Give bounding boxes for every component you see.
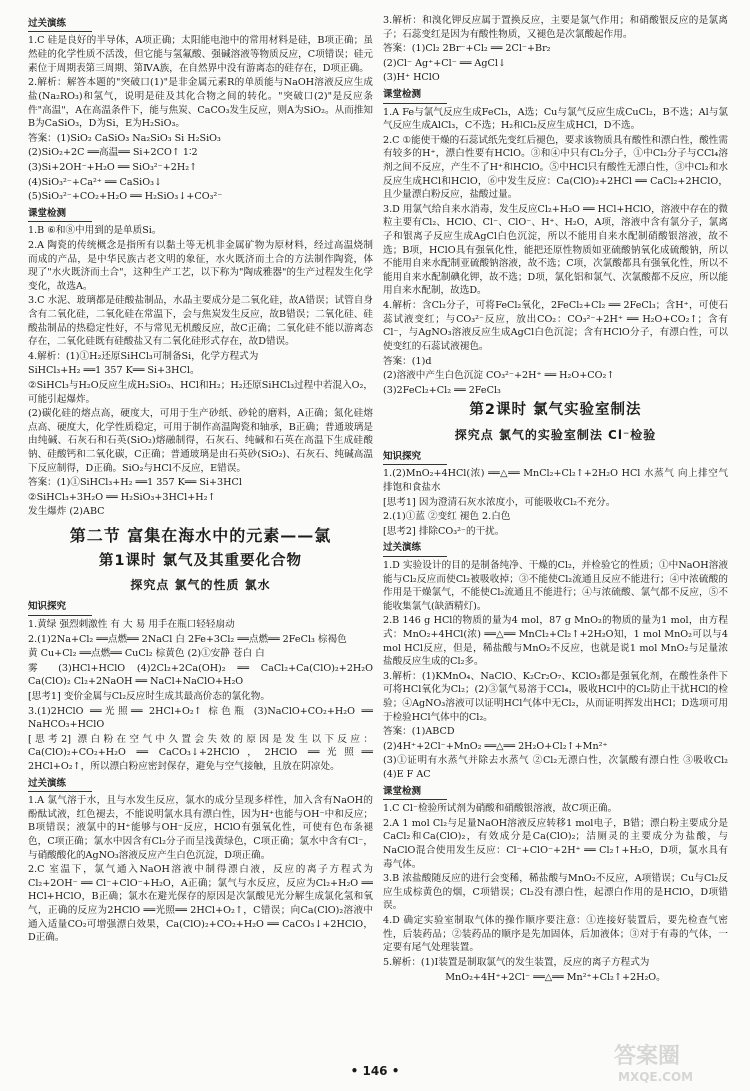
- think-note: [思考1] 因为澄清石灰水浓度小，可能吸收Cl₂不充分。: [383, 496, 616, 508]
- equation-line: MnO₂+4H⁺+2Cl⁻ ══△══ Mn²⁺+Cl₂↑+2H₂O。: [445, 971, 666, 983]
- explore-point-title-2: 探究点 氯气的实验室制法 Cl⁻检验: [454, 427, 657, 442]
- answer-item: (3)①证明有水蒸气并除去水蒸气 ②Cl₂无漂白性，次氯酸有漂白性 ③吸收Cl₂ (4)E F AC: [383, 755, 728, 781]
- answer-item: 1.A Fe与氯气反应生成FeCl₃，A选；Cu与氯气反应生成CuCl₂，B不选；Al与氯气反应生成AlCl₃，C不选；H₂和Cl₂反应生成HCl，D不选。: [383, 106, 728, 132]
- section-tag-ketang: 课堂检测: [28, 207, 92, 222]
- answer-item: 3.D 用氯气给自来水消毒，发生反应Cl₂+H₂O ══ HCl+HClO，溶液中存在的微粒主要有Cl₂、HClO、Cl⁻、ClO⁻、H⁺、H₂O，A项，溶液中含有氯分子，氯离子和银离子反应生成AgCl白色沉淀，所以不能用自来水配制硝酸银溶液，故不选；B项，HClO具有强氧化性，能把还原性物质如亚硫酸钠氧化成硫酸钠，所以不能用自来水配制亚硫酸钠溶液，故不选；C项，次氯酸都具有强氧化性，所以不能用自来水配制碘化钾，故不选；D项，氯化铝和氯气、次氯酸都不反应，所以能用自来水配制，故选D。: [383, 203, 728, 297]
- answer-item: 黄 Cu+Cl₂ ══点燃══ CuCl₂ 棕黄色 (2)①安静 苍白 白: [28, 648, 265, 660]
- answer-item: 1.B ⑥和⑧中用到的是单质Si。: [28, 225, 162, 237]
- section-tag-guoguan-2: 过关演练: [28, 777, 92, 792]
- think-note: [思考1] 变价金属与Cl₂反应时生成其最高价态的氯化物。: [28, 690, 270, 702]
- answer-item: 5.解析：(1)Ⅰ装置是制取氯气的发生装置，反应的离子方程式为: [383, 956, 650, 968]
- equation-line: ②SiHCl₃+3H₂O ══ H₂SiO₃+3HCl+H₂↑: [28, 491, 216, 503]
- watermark-logo: [610, 1039, 742, 1085]
- section-tag-zhishi: 知识探究: [28, 600, 92, 615]
- answer-item: 3.(1)2HClO ══光照══ 2HCl+O₂↑ 棕色瓶 (3)NaClO+CO₂+H₂O ══ NaHCO₃+HClO: [28, 705, 373, 731]
- section-title: 第二节 富集在海水中的元素——氯: [69, 526, 332, 546]
- answer-item: 3.解析：和溴化钾反应属于置换反应，主要是氯气作用；和硝酸银反应的是氯离子；石蕊变红是因为有酸性物质，又褪色是次氯酸起作用。: [383, 15, 728, 40]
- think-note: [思考2] 排除CO₃²⁻的干扰。: [383, 525, 505, 537]
- equation-line: (4)SiO₃²⁻+Ca²⁺ ══ CaSiO₃↓: [28, 176, 162, 188]
- answer-item: 3.解析：(1)KMnO₄、NaClO、K₂Cr₂O₇、KClO₃都是强氧化剂，在酸性条件下可将HCl氧化为Cl₂；(2)③氯气易溶于CCl₄，吸收HCl中的Cl₂防止干扰HCl的检验；④AgNO₃溶液可以证明HCl气体中无Cl₂，从而证明挥发出HCl；D选项可用于检验HCl气体中的Cl₂。: [383, 670, 728, 723]
- page-number: • 146 •: [350, 1064, 400, 1078]
- svg-text:答案圈: 答案圈: [614, 1044, 681, 1069]
- answer-item: 2.解析：解答本题的"突破口(1)"是非金属元素R的单质能与NaOH溶液反应生成盐(Na₂RO₃)和氢气，说明是硅及其化合物之间的转化。"突破口(2)"是反应条件"高温"，A在高温条件下，能与焦炭、CaCO₃发生反应，则A为SiO₂。从而推知B为CaSiO₃，D为Si，E为H₂SiO₃。: [28, 77, 373, 130]
- answer-item: 1.C 硅是良好的半导体，A项正确；太阳能电池中的常用材料是硅，B项正确；虽然硅的化学性质不活泼，但它能与氢氟酸、强碱溶液等物质反应，C项错误；硅元素位于周期表第三周期、第ⅣA族，在自然界中没有游离态的硅存在，D项正确。: [28, 35, 373, 74]
- answer-item: 2.A 陶瓷的传统概念是指所有以黏土等无机非金属矿物为原材料，经过高温烧制而成的产品，是中华民族古老文明的象征，水火既济而土合的方法制作陶瓷，体现了"水火既济而土合"，这种生产工艺，以下称为"陶成雅器"的生产过程发生化学变化，故选A。: [28, 239, 373, 292]
- answer-line: 答案：(1)①SiHCl₃+H₂ ══1 357 K══ Si+3HCl: [28, 477, 242, 489]
- answer-item: ②SiHCl₃与H₂O反应生成H₂SiO₃、HCl和H₂；H₂还原SiHCl₃过程中若混入O₂，可能引起爆炸。: [28, 379, 373, 405]
- answer-item: 2.A 1 mol Cl₂与足量NaOH溶液反应转移1 mol电子，B错；漂白粉主要成分是CaCl₂和Ca(ClO)₂，有效成分是Ca(ClO)₂；洁厕灵的主要成分为盐酸，与NaClO混合使用发生反应：Cl⁻+ClO⁻+2H⁺ ══ Cl₂↑+H₂O，D项，氯水具有毒气体。: [383, 817, 728, 870]
- answer-line: 答案：(1)Cl₂ 2Br⁻+Cl₂ ══ 2Cl⁻+Br₂: [383, 43, 551, 55]
- equation-line: (3)H⁺ HClO: [383, 72, 440, 84]
- answer-item: 4.解析：含Cl₂分子，可将FeCl₂氧化，2FeCl₂+Cl₂ ══ 2FeCl₃；含H⁺，可使石蕊试液变红；与CO₃²⁻反应，放出CO₂：CO₃²⁻+2H⁺ ══ H₂O+CO₂↑；含有Cl⁻，与AgNO₃溶液反应生成AgCl白色沉淀；含有HClO分子，有漂白性，可以使变红的石蕊试液褪色。: [383, 300, 728, 352]
- answer-item: 2.B 146 g HCl的物质的量为4 mol，87 g MnO₂的物质的量为1 mol，由方程式：MnO₂+4HCl(浓) ══△══ MnCl₂+Cl₂↑+2H₂O知，1 mol MnO₂可以与4 mol HCl反应，但是，稀盐酸与MnO₂不反应，也就是说1 mol MnO₂与足量浓盐酸反应生成的Cl₂多。: [383, 615, 728, 668]
- think-note: [思考2] 漂白粉在空气中久置会失效的原因是发生以下反应：Ca(ClO)₂+CO₂+H₂O ══ CaCO₃↓+2HClO，2HClO ══光照══ 2HCl+O₂↑，所以漂白粉应密封保存，避免与空气接触，且放在阴凉处。: [28, 733, 373, 772]
- left-column: [28, 14, 373, 1058]
- section-tag-ketang-2: 课堂检测: [383, 785, 447, 800]
- answer-item: 1.(2)MnO₂+4HCl(浓) ══△══ MnCl₂+Cl₂↑+2H₂O HCl 水蒸气 向上排空气 排饱和食盐水: [383, 468, 728, 494]
- svg-text:MXQE.COM: MXQE.COM: [618, 1070, 694, 1084]
- lesson-title-2: 第2课时 氯气实验室制法: [469, 402, 642, 419]
- answer-item: 4.解析：(1)①H₂还原SiHCl₃可制备Si，化学方程式为: [28, 350, 259, 362]
- lesson-title: 第1课时 氯气及其重要化合物: [98, 552, 303, 569]
- answer-item: 1.D 实验设计的目的是制备纯净、干燥的Cl₂，并检验它的性质；①中NaOH溶液能与Cl₂反应而使Cl₂被吸收掉；③不能使Cl₂流通且反应不能进行；④中浓硫酸的作用是干燥氯气，不能使Cl₂流通且不能进行；④与浓硫酸、氯气都不反应，⑤不能收集氯气(缺酒精灯)。: [383, 559, 728, 612]
- answer-item: (2)碳化硅的熔点高，硬度大，可用于生产砂纸、砂轮的磨料，A正确；氮化硅熔点高、硬度大，化学性质稳定，可用于制作高温陶瓷和轴承，B正确；普通玻璃是由纯碱、石灰石和石英(SiO₂)熔融制得，石灰石、纯碱和石英在高温下生成硅酸钠、硅酸钙和二氧化碳，C正确；普通玻璃是由石英砂(SiO₂)、石灰石、纯碱高温下反应制得，D正确。SiO₂与HCl不反应，E错误。: [28, 408, 373, 474]
- section-tag-guoguan: 过关演练: [383, 541, 447, 556]
- answer-item: 1.A 氯气溶于水，且与水发生反应，氯水的成分呈现多样性，加入含有NaOH的酚酞试液，红色褪去，不能说明氯水具有漂白性，因为H⁺也能与OH⁻中和反应；B项错误；液氯中的H⁺能够与OH⁻反应，HClO有强氧化性，可使有色布条褪色，C项正确；氯水中因含有Cl₂分子而呈浅黄绿色，C项正确；氯水中含有Cl⁻，与硝酸酸化的AgNO₃溶液反应产生白色沉淀，D项正确。: [28, 795, 373, 861]
- equation-line: (2)SiO₂+2C ══高温══ Si+2CO↑ 1∶2: [28, 147, 198, 159]
- section-tag-ketang: 课堂检测: [383, 88, 447, 103]
- answer-line: 答案：(1)ABCD: [383, 726, 455, 738]
- answer-item: 3.C 水泥、玻璃都是硅酸盐制品，水晶主要成分是二氧化硅，故A错误；试管自身含有二氧化硅，二氧化硅在常温下，会与焦炭发生反应，故B错误；二氧化硅、硅酸盐制品的热稳定性好，不与常见无机酸反应，故C正确；二氧化硅不能以游离态存在，二氧化硅既有硅酸盐又有二氧化硅形式存在，故D错误。: [28, 295, 373, 348]
- answer-item: 4.D 确定实验室制取气体的操作顺序要注意：①连接好装置后，要先检查气密性，后装药品；②装药品的顺序是先加固体，后加液体；③对于有毒的气体，一定要有尾气处理装置。: [383, 915, 728, 954]
- document-page: [28, 14, 728, 1064]
- explore-point-title: 探究点 氯气的性质 氯水: [130, 578, 271, 593]
- equation-line: (2)Cl⁻ Ag⁺+Cl⁻ ══ AgCl↓: [383, 57, 506, 69]
- answer-item: 2.(1)①蓝 ②变红 褪色 2.白色: [383, 511, 511, 523]
- equation-line: (3)Si+2OH⁻+H₂O ══ SiO₃²⁻+2H₂↑: [28, 161, 198, 173]
- answer-line: 答案：(1)SiO₂ CaSiO₃ Na₂SiO₃ Si H₂SiO₃: [28, 132, 221, 144]
- answer-item: 雾 (3)HCl+HClO (4)2Cl₂+2Ca(OH)₂ ══ CaCl₂+Ca(ClO)₂+2H₂O Ca(ClO)₂ Cl₂+2NaOH ══ NaCl+NaClO+H₂O: [28, 662, 373, 688]
- answer-item: 1.C Cl⁻检验所试剂为硝酸和硝酸银溶液，故C项正确。: [383, 803, 618, 815]
- equation-line: (2)溶液中产生白色沉淀 CO₃²⁻+2H⁺ ══ H₂O+CO₂↑: [383, 370, 615, 382]
- section-tag-zhishi: 知识探究: [383, 450, 447, 465]
- equation-line: (3)2FeCl₂+Cl₂ ══ 2FeCl₃: [383, 384, 501, 396]
- answer-item: 2.C 室温下，氯气通入NaOH溶液中制得漂白液，反应的离子方程式为Cl₂+2OH⁻ ══ Cl⁻+ClO⁻+H₂O，A正确；氯气与水反应，反应为Cl₂+H₂O ══ HCl+HClO，B正确；氯水在避光保存的原因是次氯酸见光分解生成氯化氢和氧气，正确的反应为2HClO ══光照══ 2HCl+O₂↑，C错误；向Ca(ClO)₂溶液中通入适量CO₂可增强漂白效果，Ca(ClO)₂+CO₂+H₂O ══ CaCO₃↓+2HClO，D正确。: [28, 864, 373, 944]
- section-tag-guoguan: 过关演练: [28, 17, 92, 32]
- answer-item: 2.C ①能使干燥的石蕊试纸先变红后褪色，要求该物质具有酸性和漂白性，酸性需有较多的H⁺，漂白性要有HClO。③和④中只有Cl₂分子，①中Cl₂分子与CCl₄溶剂之间不反应，产生不了H⁺和HClO。⑤中HCl只有酸性无漂白性，③中Cl₂和水反应生成HCl和HClO，⑥中发生反应：Ca(ClO)₂+2HCl ══ CaCl₂+2HClO，且少量漂白粉反应，盐酸过量。: [383, 134, 728, 201]
- answer-item: 1.黄绿 强烈刺激性 有 大 易 用手在瓶口轻轻扇动: [28, 618, 235, 630]
- equation-line: (2)4H⁺+2Cl⁻+MnO₂ ══△══ 2H₂O+Cl₂↑+Mn²⁺: [383, 740, 608, 752]
- equation-line: SiHCl₃+H₂ ══1 357 K══ Si+3HCl。: [28, 365, 200, 377]
- answer-line: 答案：(1)d: [383, 355, 432, 367]
- equation-line: (5)SiO₃²⁻+CO₂+H₂O ══ H₂SiO₃↓+CO₃²⁻: [28, 191, 223, 203]
- answer-item: 2.(1)2Na+Cl₂ ══点燃══ 2NaCl 白 2Fe+3Cl₂ ══点燃══ 2FeCl₃ 棕褐色: [28, 633, 347, 645]
- right-column: [383, 14, 728, 1058]
- answer-line: 发生爆炸 (2)ABC: [28, 506, 105, 518]
- answer-item: 3.B 浓盐酸随反应的进行会变稀，稀盐酸与MnO₂不反应，A项错误；Cu与Cl₂反应生成棕黄色的烟，C项错误；Cl₂没有漂白性，起漂白作用的是HClO，D项错误。: [383, 873, 728, 912]
